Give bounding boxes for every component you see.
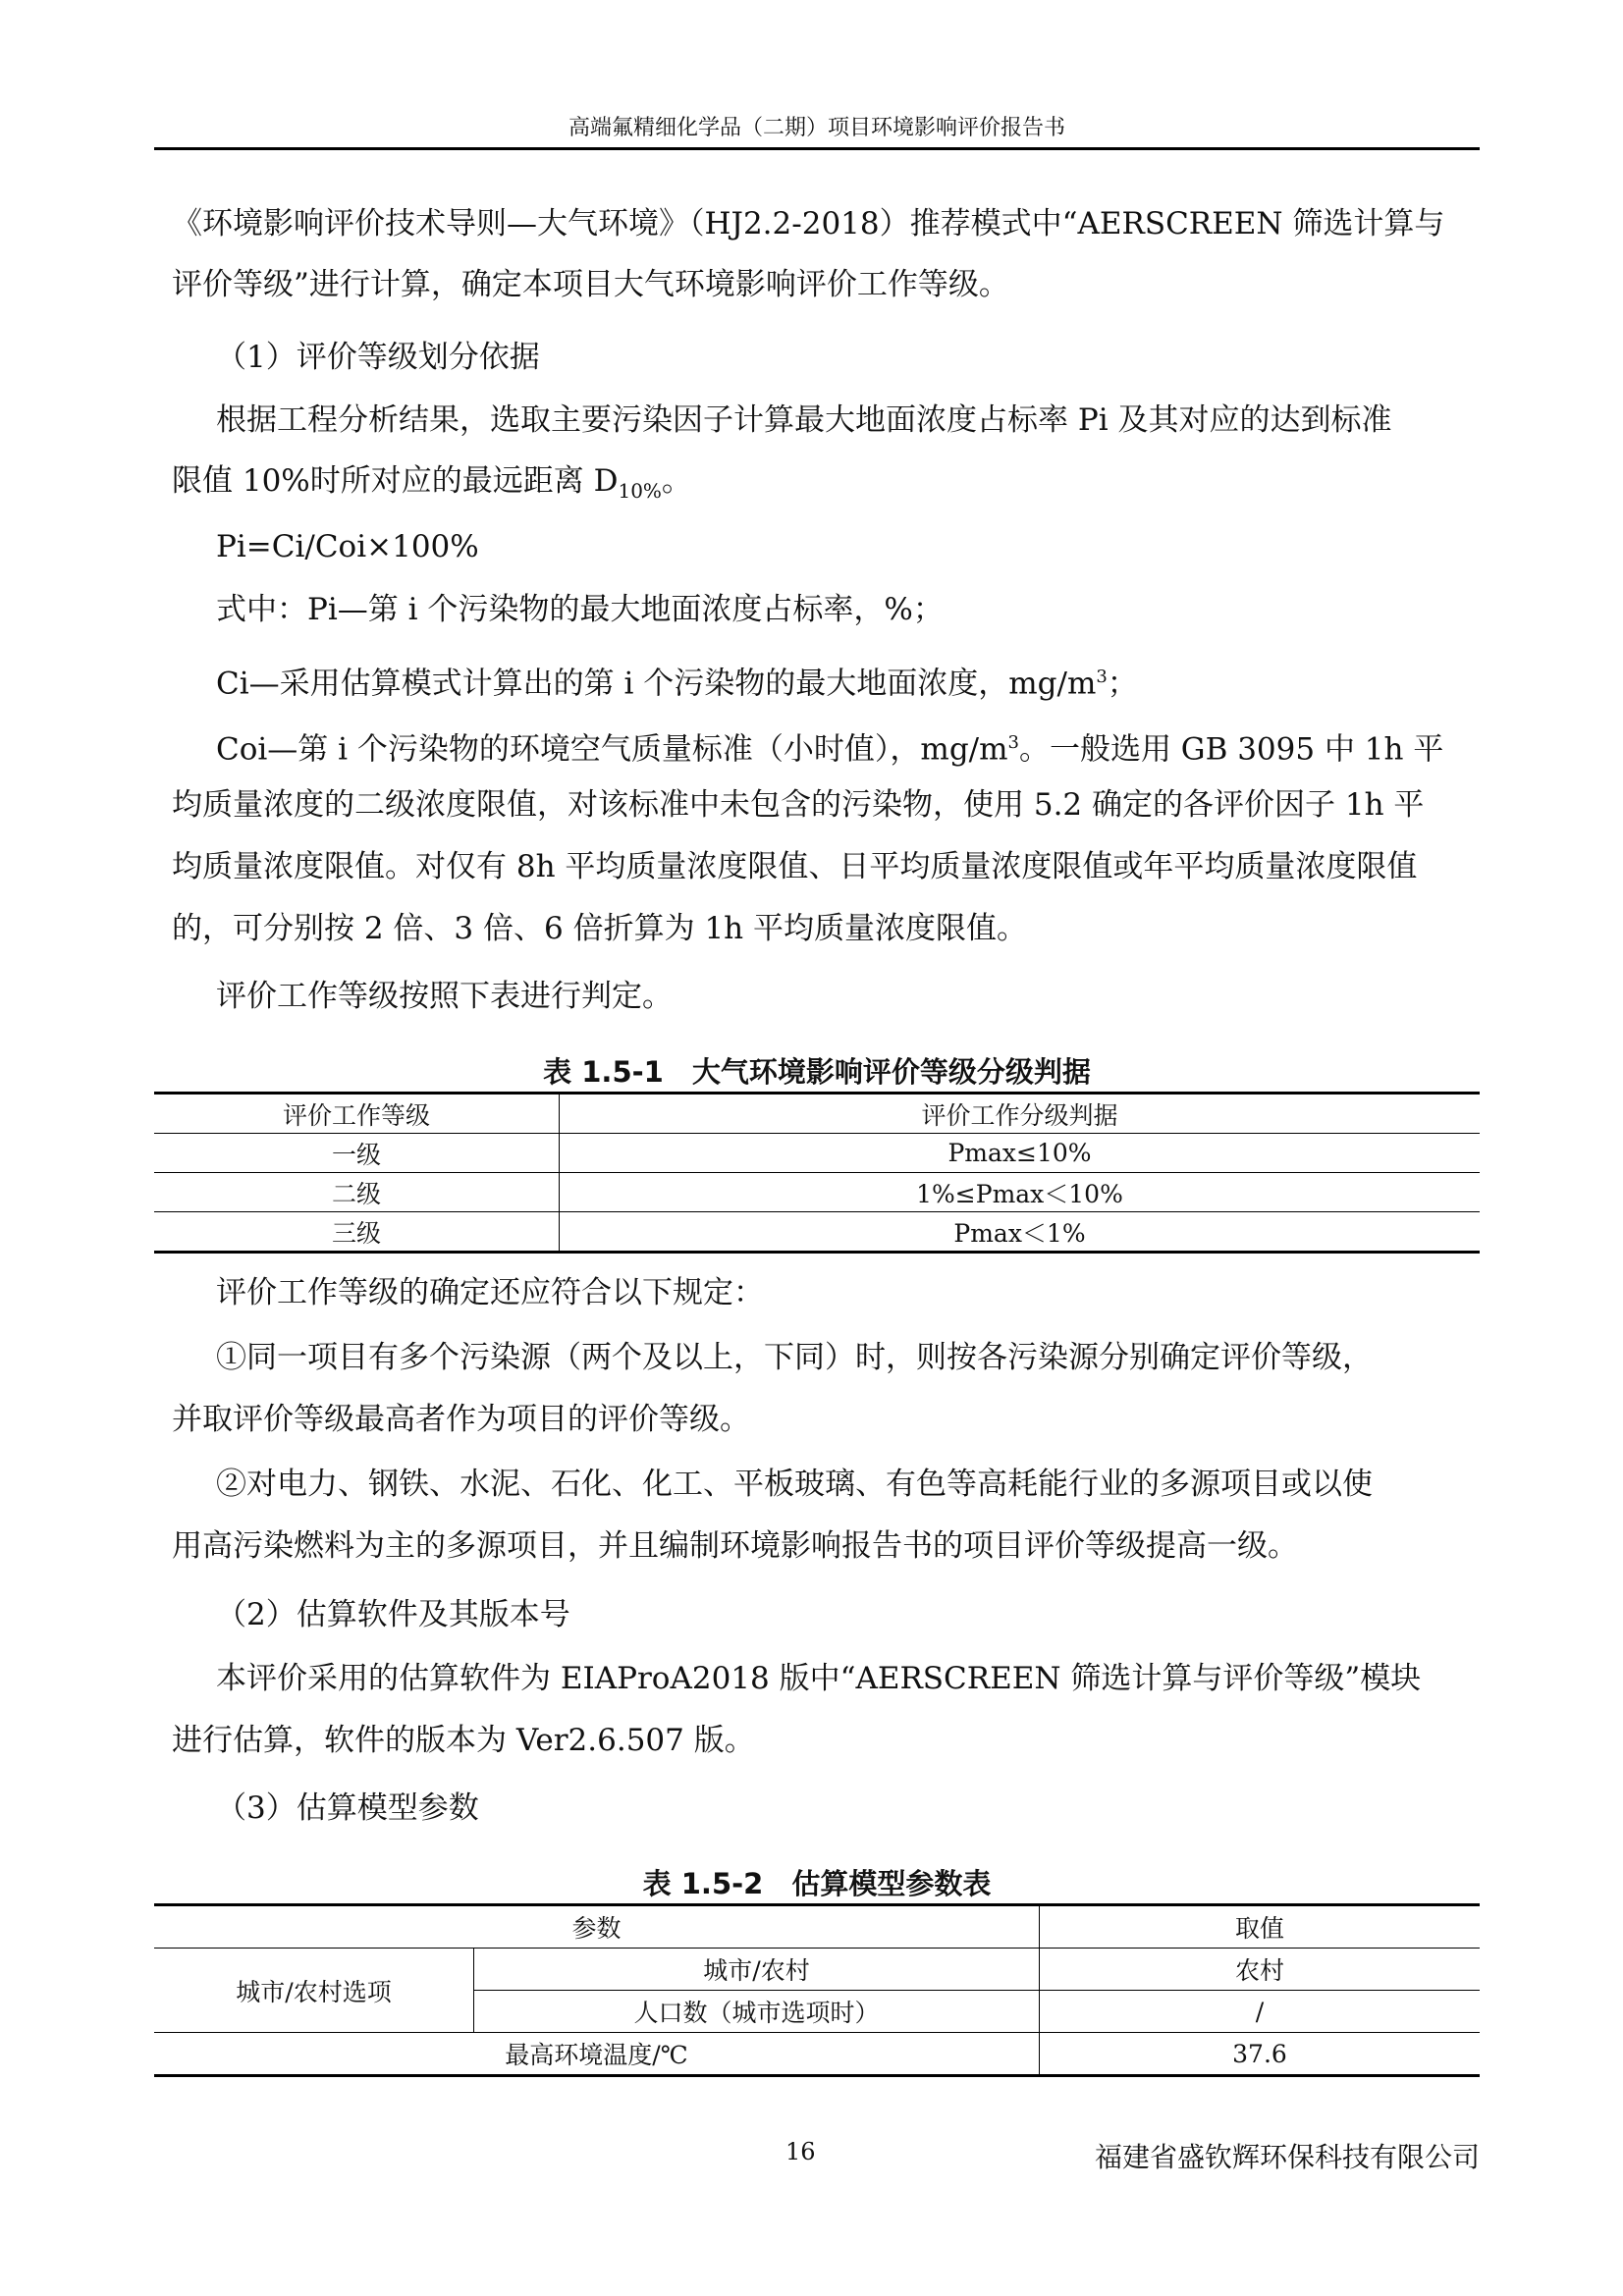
header-rule bbox=[154, 147, 1480, 150]
paragraph-line: 评价工作等级的确定还应符合以下规定： bbox=[216, 1275, 764, 1310]
page-number: 16 bbox=[785, 2138, 816, 2165]
table-header-cell: 参数 bbox=[154, 1905, 1040, 1949]
running-header: 高端氟精细化学品（二期）项目环境影响评价报告书 bbox=[568, 116, 1065, 140]
table-cell: 37.6 bbox=[1040, 2033, 1481, 2076]
table-header-cell: 评价工作分级判据 bbox=[560, 1094, 1481, 1134]
table-cell: 人口数（城市选项时） bbox=[474, 1991, 1040, 2033]
paragraph-line: 均质量浓度限值。对仅有 8h 平均质量浓度限值、日平均质量浓度限值或年平均质量浓度限值 bbox=[172, 849, 1418, 884]
table-header-cell: 评价工作等级 bbox=[154, 1094, 560, 1134]
definition-line: Ci—采用估算模式计算出的第 i 个污染物的最大地面浓度，$mg/m^3$； bbox=[216, 666, 1138, 702]
paragraph-line: 进行估算，软件的版本为 Ver2.6.507 版。 bbox=[172, 1723, 755, 1758]
table-header-row bbox=[154, 1905, 1480, 1949]
table1-caption: 表 1.5-1 大气环境影响评价等级分级判据 bbox=[543, 1055, 1091, 1089]
table2-caption: 表 1.5-2 估算模型参数表 bbox=[642, 1867, 992, 1900]
paragraph-line: 均质量浓度的二级浓度限值，对该标准中未包含的污染物，使用 5.2 确定的各评价因子 1h 平 bbox=[172, 787, 1425, 823]
table-row bbox=[154, 1134, 1480, 1173]
table-cell: Pmax＜1% bbox=[560, 1212, 1481, 1253]
paragraph-line: ②对电力、钢铁、水泥、石化、化工、平板玻璃、有色等高耗能行业的多源项目或以使 bbox=[216, 1467, 1373, 1502]
table-cell: 二级 bbox=[154, 1173, 560, 1212]
company-name: 福建省盛钦辉环保科技有限公司 bbox=[1094, 2141, 1480, 2173]
definition-line: Coi—第 i 个污染物的环境空气质量标准（小时值），$mg/m^3$。一般选用 GB 3095 中 1h 平 bbox=[216, 731, 1444, 768]
paragraph-line: 评价等级”进行计算，确定本项目大气环境影响评价工作等级。 bbox=[172, 267, 1009, 302]
paragraph-line: 限值 10%时所对应的最远距离 $D_{10\%}$。 bbox=[172, 463, 692, 504]
paragraph-line: 本评价采用的估算软件为 EIAProA2018 版中“AERSCREEN 筛选计算与评价等级”模块 bbox=[216, 1661, 1422, 1696]
paragraph-line: 《环境影响评价技术导则—大气环境》（HJ2.2-2018）推荐模式中“AERSCREEN 筛选计算与 bbox=[172, 206, 1445, 241]
paragraph-line: 的，可分别按 2 倍、3 倍、6 倍折算为 1h 平均质量浓度限值。 bbox=[172, 911, 1027, 946]
section-heading: （2）估算软件及其版本号 bbox=[216, 1597, 570, 1632]
paragraph-line: 用高污染燃料为主的多源项目，并且编制环境影响报告书的项目评价等级提高一级。 bbox=[172, 1528, 1298, 1564]
model-parameter-table bbox=[154, 1903, 1480, 2077]
table-header-cell: 取值 bbox=[1040, 1905, 1481, 1949]
table-row bbox=[154, 2033, 1480, 2076]
paragraph-line: ①同一项目有多个污染源（两个及以上，下同）时，则按各污染源分别确定评价等级， bbox=[216, 1340, 1373, 1375]
table-cell: 1%≤Pmax＜10% bbox=[560, 1173, 1481, 1212]
paragraph-line: 根据工程分析结果，选取主要污染因子计算最大地面浓度占标率 Pi 及其对应的达到标准 bbox=[216, 402, 1392, 438]
table-cell: 农村 bbox=[1040, 1949, 1481, 1991]
table-row bbox=[154, 1949, 1480, 1991]
paragraph-line: 评价工作等级按照下表进行判定。 bbox=[216, 979, 673, 1014]
table-row bbox=[154, 1212, 1480, 1253]
paragraph-line: 并取评价等级最高者作为项目的评价等级。 bbox=[172, 1402, 750, 1437]
table-cell: 三级 bbox=[154, 1212, 560, 1253]
table-cell: / bbox=[1040, 1991, 1481, 2033]
grading-criteria-table bbox=[154, 1092, 1480, 1254]
definition-line: 式中：Pi—第 i 个污染物的最大地面浓度占标率，%； bbox=[216, 592, 944, 627]
section-heading: （3）估算模型参数 bbox=[216, 1790, 479, 1826]
table-cell: 城市/农村选项 bbox=[154, 1949, 474, 2033]
formula: Pi=Ci/Coi×100% bbox=[216, 529, 479, 564]
table-header-row bbox=[154, 1094, 1480, 1134]
table-cell: 一级 bbox=[154, 1134, 560, 1173]
table-cell: 最高环境温度/℃ bbox=[154, 2033, 1040, 2076]
table-cell: 城市/农村 bbox=[474, 1949, 1040, 1991]
section-heading: （1）评价等级划分依据 bbox=[216, 340, 540, 375]
table-cell: Pmax≤10% bbox=[560, 1134, 1481, 1173]
table-row bbox=[154, 1173, 1480, 1212]
